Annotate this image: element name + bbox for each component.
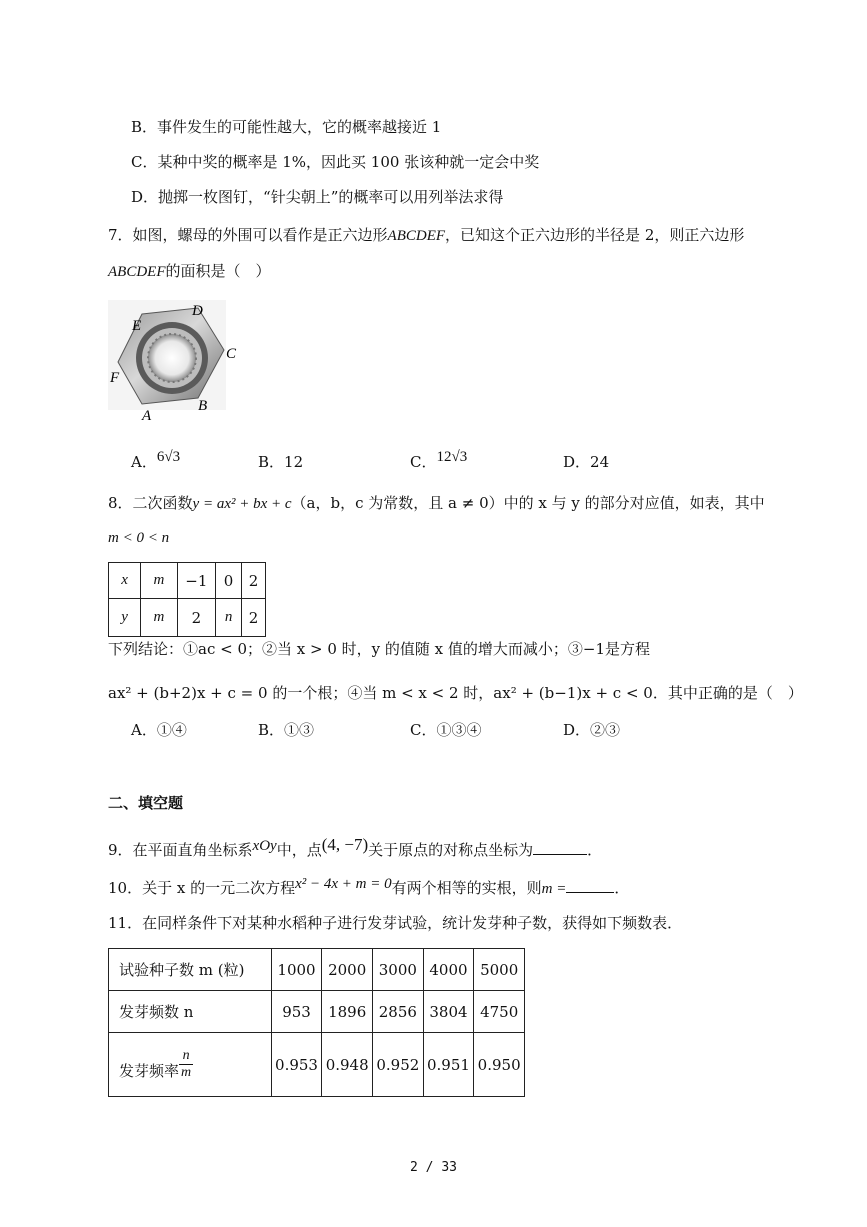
table-cell: n	[216, 599, 242, 637]
q8-table-row-y	[109, 599, 266, 637]
q9-stem	[108, 835, 603, 862]
q7-stem-pre: 7．如图，螺母的外围可以看作是正六边形	[108, 226, 388, 244]
q8-conclusions-line2: ax² + (b+2)x + c = 0 的一个根；④当 m < x < 2 时，ax² + (b−1)x + c < 0．其中正确的是（ ）	[108, 684, 803, 702]
vertex-label-e: E	[132, 318, 142, 334]
q7-option-a	[131, 451, 180, 474]
q7-option-b-label: B．	[258, 453, 285, 471]
q8-table-row-x	[109, 563, 266, 599]
table-cell: 4000	[423, 949, 474, 991]
table-cell: 5000	[474, 949, 525, 991]
nut-figure	[106, 300, 246, 422]
q8-value-table	[108, 562, 266, 637]
q7-hex-name-2: ABCDEF	[108, 264, 166, 280]
q6-option-d: D．抛掷一枚图钉，“针尖朝上”的概率可以用列举法求得	[131, 188, 504, 206]
table-cell: 1896	[322, 991, 373, 1033]
table-cell: m	[141, 599, 177, 637]
q11-frequency-table	[108, 948, 525, 1097]
fraction-numerator: n	[179, 1048, 193, 1065]
q9-mid: 中，点	[276, 841, 322, 859]
q11-row-germinated	[109, 991, 525, 1033]
q7-hex-name: ABCDEF	[387, 228, 446, 244]
q7-option-b-value: 12	[284, 453, 304, 471]
table-cell: 4750	[474, 991, 525, 1033]
q10-stem	[108, 876, 629, 900]
table-cell: 2	[177, 599, 215, 637]
q10-end: ．	[614, 879, 630, 897]
table-cell: y	[109, 599, 141, 637]
q8-option-b: B．①③	[258, 721, 315, 739]
q6-option-b: B．事件发生的可能性越大，它的概率越接近 1	[131, 118, 442, 136]
table-cell: 2000	[322, 949, 373, 991]
q9-end: ．	[587, 841, 603, 859]
q9-post: 关于原点的对称点坐标为	[368, 841, 534, 859]
q10-equation: x² − 4x + m = 0	[295, 876, 392, 892]
q11-stem: 11．在同样条件下对某种水稻种子进行发芽试验，统计发芽种子数，获得如下频数表．	[108, 914, 683, 932]
vertex-label-d: D	[192, 303, 203, 319]
q11-row-seeds	[109, 949, 525, 991]
hexagon-nut-image	[106, 300, 246, 422]
q7-stem-post: ，已知这个正六边形的半径是 2，则正六边形	[445, 226, 745, 244]
q7-stem-line2	[108, 260, 271, 283]
q7-stem-line2-post: 的面积是（ ）	[165, 262, 271, 280]
vertex-label-b: B	[198, 398, 208, 414]
q7-option-c-label: C．	[410, 453, 437, 471]
q9-pre: 9．在平面直角坐标系	[108, 841, 253, 859]
table-cell: −1	[177, 563, 215, 599]
q10-answer-blank[interactable]	[566, 876, 614, 893]
vertex-label-f: F	[110, 370, 120, 386]
page-number: 2 / 33	[410, 1160, 457, 1175]
q7-option-a-value: 6√3	[156, 449, 181, 465]
q9-coordinate-system: xOy	[252, 838, 277, 854]
q10-pre: 10．关于 x 的一元二次方程	[108, 879, 296, 897]
q8-function: y = ax² + bx + c	[192, 496, 292, 512]
fraction-denominator: m	[181, 1065, 192, 1080]
table-cell: 1000	[271, 949, 322, 991]
q8-option-c: C．①③④	[410, 721, 482, 739]
table-cell: 2	[242, 599, 266, 637]
q7-option-d-value: 24	[590, 453, 610, 471]
vertex-label-a: A	[142, 408, 152, 422]
vertex-label-c: C	[226, 346, 237, 362]
q8-option-a: A．①④	[131, 721, 187, 739]
table-cell: m	[141, 563, 177, 599]
q7-option-c	[410, 451, 467, 474]
q7-option-c-value: 12√3	[436, 449, 468, 465]
q8-condition: m < 0 < n	[108, 530, 170, 546]
q8-option-d: D．②③	[563, 721, 621, 739]
q9-point: (4, −7)	[321, 835, 369, 854]
q7-option-b	[258, 451, 303, 473]
q10-variable: m =	[541, 881, 567, 897]
table-cell: 0.950	[474, 1033, 525, 1097]
table-row-label: 发芽频数 n	[109, 991, 272, 1033]
table-cell: 0.951	[423, 1033, 474, 1097]
table-cell: 2856	[373, 991, 424, 1033]
rate-label: 发芽频率	[119, 1062, 180, 1080]
q7-option-a-label: A．	[131, 453, 157, 471]
table-cell: 3000	[373, 949, 424, 991]
q8-conclusions-line1: 下列结论：①ac < 0；②当 x > 0 时，y 的值随 x 值的增大而减小；③−1是方程	[108, 640, 650, 658]
q7-option-d	[563, 451, 609, 473]
table-cell: 3804	[423, 991, 474, 1033]
table-cell: x	[109, 563, 141, 599]
table-cell: 0.948	[322, 1033, 373, 1097]
q10-mid: 有两个相等的实根，则	[391, 879, 542, 897]
rate-fraction	[179, 1048, 193, 1081]
table-cell: 0.953	[271, 1033, 322, 1097]
q8-stem-mid: （a，b，c 为常数，且 a ≠ 0）中的 x 与 y 的部分对应值，如表，其中	[291, 494, 765, 512]
table-cell: 0	[216, 563, 242, 599]
q8-stem-pre: 8．二次函数	[108, 494, 193, 512]
q7-option-d-label: D．	[563, 453, 591, 471]
q6-option-c: C．某种中奖的概率是 1%，因此买 100 张该种就一定会中奖	[131, 153, 540, 171]
table-row-label	[109, 1033, 272, 1097]
section-heading-fill-in: 二、填空题	[108, 794, 184, 812]
table-cell: 2	[242, 563, 266, 599]
q7-stem-line1	[108, 224, 744, 247]
q8-stem-line1	[108, 492, 765, 515]
q11-row-rate	[109, 1033, 525, 1097]
table-cell: 953	[271, 991, 322, 1033]
table-cell: 0.952	[373, 1033, 424, 1097]
q9-answer-blank[interactable]	[533, 838, 587, 855]
table-row-label: 试验种子数 m (粒)	[109, 949, 272, 991]
